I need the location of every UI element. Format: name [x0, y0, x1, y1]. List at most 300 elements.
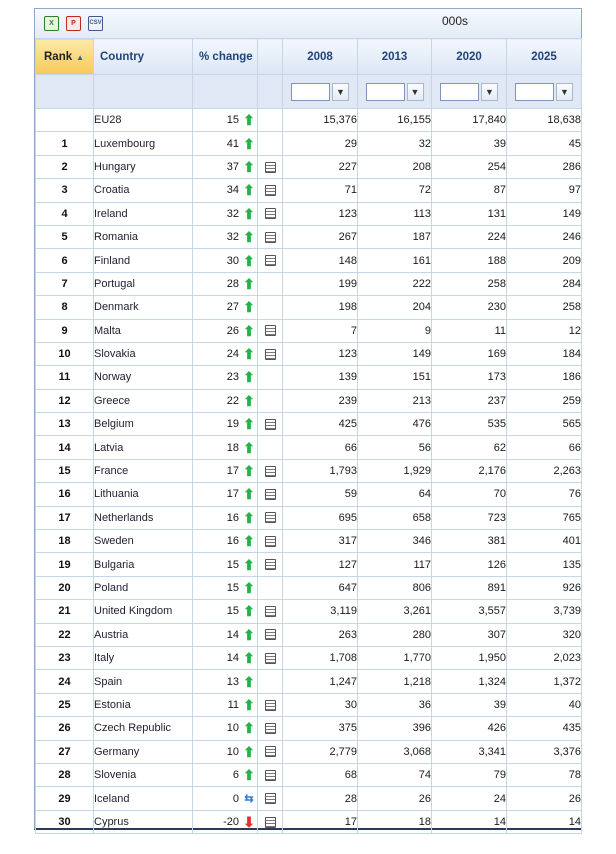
country-cell: Czech Republic [94, 717, 193, 740]
value-cell-2008: 227 [283, 155, 358, 178]
document-note-icon[interactable] [265, 185, 276, 196]
country-cell: EU28 [94, 109, 193, 132]
column-header-country[interactable]: Country [94, 39, 193, 75]
note-cell [258, 693, 283, 716]
value-cell-2020: 381 [432, 530, 507, 553]
value-cell-2025: 258 [507, 296, 582, 319]
arrow-up-icon: ⬆ [243, 299, 255, 316]
value-cell-2020: 169 [432, 342, 507, 365]
pct-change-value: 10 [226, 722, 239, 735]
value-cell-2008: 263 [283, 623, 358, 646]
table-row[interactable] [36, 693, 582, 716]
value-cell-2025: 184 [507, 342, 582, 365]
document-note-icon[interactable] [265, 723, 276, 734]
value-cell-2025: 3,376 [507, 740, 582, 763]
pct-change-value: 16 [226, 535, 239, 548]
value-cell-2008: 123 [283, 342, 358, 365]
value-cell-2008: 15,376 [283, 109, 358, 132]
value-cell-2008: 28 [283, 787, 358, 810]
value-cell-2013: 56 [358, 436, 432, 459]
table-row[interactable] [36, 810, 582, 833]
pct-change-value: 14 [226, 652, 239, 665]
arrow-up-icon: ⬆ [243, 743, 255, 760]
column-header-2008[interactable]: 2008 [283, 39, 358, 75]
country-cell: Sweden [94, 530, 193, 553]
value-cell-2013: 117 [358, 553, 432, 576]
pct-change-value: 6 [232, 769, 239, 782]
note-cell [258, 553, 283, 576]
value-cell-2020: 188 [432, 249, 507, 272]
arrow-up-icon: ⬆ [243, 439, 255, 456]
country-cell: Malta [94, 319, 193, 342]
value-cell-2013: 658 [358, 506, 432, 529]
pct-change-cell [193, 530, 258, 553]
table-row[interactable] [36, 576, 582, 599]
filter-input-2020[interactable] [440, 83, 479, 101]
value-cell-2008: 317 [283, 530, 358, 553]
value-cell-2025: 2,023 [507, 646, 582, 669]
value-cell-2008: 695 [283, 506, 358, 529]
country-cell: Ireland [94, 202, 193, 225]
country-cell: Romania [94, 225, 193, 248]
value-cell-2008: 267 [283, 225, 358, 248]
note-cell [258, 506, 283, 529]
rank-cell: 27 [36, 740, 94, 763]
country-cell: Norway [94, 366, 193, 389]
rank-cell: 6 [36, 249, 94, 272]
value-cell-2020: 173 [432, 366, 507, 389]
value-cell-2025: 135 [507, 553, 582, 576]
note-cell [258, 623, 283, 646]
column-header-rank-label: Rank [44, 50, 73, 63]
note-cell [258, 225, 283, 248]
pct-change-value: 23 [226, 371, 239, 384]
arrow-up-icon: ⬆ [243, 509, 255, 526]
value-cell-2008: 239 [283, 389, 358, 412]
document-note-icon[interactable] [265, 629, 276, 640]
value-cell-2008: 30 [283, 693, 358, 716]
value-cell-2020: 24 [432, 787, 507, 810]
table-row[interactable] [36, 155, 582, 178]
pct-change-value: 15 [226, 605, 239, 618]
value-cell-2008: 29 [283, 132, 358, 155]
rank-cell: 5 [36, 225, 94, 248]
note-cell [258, 389, 283, 412]
document-note-icon[interactable] [265, 606, 276, 617]
value-cell-2020: 307 [432, 623, 507, 646]
document-note-icon[interactable] [265, 746, 276, 757]
note-cell [258, 436, 283, 459]
value-cell-2020: 891 [432, 576, 507, 599]
table-row[interactable] [36, 646, 582, 669]
rank-cell: 18 [36, 530, 94, 553]
pct-change-cell [193, 413, 258, 436]
pct-change-value: 30 [226, 254, 239, 267]
note-cell [258, 366, 283, 389]
note-cell [258, 296, 283, 319]
document-note-icon[interactable] [265, 162, 276, 173]
filter-funnel-icon[interactable]: ▼ [407, 83, 424, 101]
note-cell [258, 202, 283, 225]
value-cell-2013: 16,155 [358, 109, 432, 132]
rank-cell: 4 [36, 202, 94, 225]
value-cell-2020: 87 [432, 179, 507, 202]
value-cell-2020: 39 [432, 693, 507, 716]
note-cell [258, 670, 283, 693]
value-cell-2020: 230 [432, 296, 507, 319]
value-cell-2020: 17,840 [432, 109, 507, 132]
column-header-pct-change[interactable]: % change [193, 39, 258, 75]
country-cell: Bulgaria [94, 553, 193, 576]
rank-cell: 9 [36, 319, 94, 342]
rank-cell: 16 [36, 483, 94, 506]
document-note-icon[interactable] [265, 817, 276, 828]
note-cell [258, 109, 283, 132]
rank-cell: 2 [36, 155, 94, 178]
pct-change-cell [193, 787, 258, 810]
value-cell-2008: 2,779 [283, 740, 358, 763]
pct-change-cell [193, 296, 258, 319]
pct-change-cell [193, 202, 258, 225]
document-note-icon[interactable] [265, 349, 276, 360]
pct-change-value: 24 [226, 348, 239, 361]
value-cell-2020: 70 [432, 483, 507, 506]
document-note-icon[interactable] [265, 512, 276, 523]
filter-input-2025[interactable] [515, 83, 554, 101]
rank-cell: 11 [36, 366, 94, 389]
pct-change-value: 26 [226, 324, 239, 337]
value-cell-2008: 68 [283, 763, 358, 786]
arrow-up-icon: ⬆ [243, 486, 255, 503]
value-cell-2008: 1,708 [283, 646, 358, 669]
rank-cell: 29 [36, 787, 94, 810]
value-cell-2013: 806 [358, 576, 432, 599]
pct-change-cell [193, 319, 258, 342]
value-cell-2013: 113 [358, 202, 432, 225]
value-cell-2008: 127 [283, 553, 358, 576]
rank-cell: 26 [36, 717, 94, 740]
arrow-up-icon: ⬆ [243, 205, 255, 222]
country-cell: Finland [94, 249, 193, 272]
table-row[interactable] [36, 132, 582, 155]
pct-change-value: 15 [226, 582, 239, 594]
table-row[interactable] [36, 225, 582, 248]
arrow-up-icon: ⬆ [243, 650, 255, 667]
table-row[interactable] [36, 787, 582, 810]
value-cell-2013: 204 [358, 296, 432, 319]
pct-change-cell [193, 600, 258, 623]
country-cell: Germany [94, 740, 193, 763]
value-cell-2025: 286 [507, 155, 582, 178]
rank-cell: 1 [36, 132, 94, 155]
value-cell-2020: 79 [432, 763, 507, 786]
rank-cell: 23 [36, 646, 94, 669]
document-note-icon[interactable] [265, 419, 276, 430]
table-row[interactable] [36, 740, 582, 763]
units-label: 000s [442, 14, 469, 28]
export-csv-icon[interactable]: CSV [88, 16, 103, 31]
table-row[interactable] [36, 600, 582, 623]
arrow-up-icon: ⬆ [243, 720, 255, 737]
pct-change-value: 27 [226, 301, 239, 314]
column-header-2025[interactable]: 2025 [507, 39, 582, 75]
note-cell [258, 179, 283, 202]
value-cell-2013: 74 [358, 763, 432, 786]
pct-change-value: 41 [226, 137, 239, 150]
table-row[interactable] [36, 530, 582, 553]
table-row[interactable] [36, 366, 582, 389]
country-cell: Latvia [94, 436, 193, 459]
table-row[interactable] [36, 249, 582, 272]
document-note-icon[interactable] [265, 325, 276, 336]
country-cell: Lithuania [94, 483, 193, 506]
note-cell [258, 763, 283, 786]
note-cell [258, 319, 283, 342]
value-cell-2020: 224 [432, 225, 507, 248]
value-cell-2013: 213 [358, 389, 432, 412]
pct-change-cell [193, 436, 258, 459]
table-row[interactable] [36, 296, 582, 319]
pct-change-cell [193, 132, 258, 155]
sort-ascending-icon: ▲ [76, 52, 85, 62]
arrow-up-icon: ⬆ [243, 322, 255, 339]
rank-cell: 7 [36, 272, 94, 295]
value-cell-2013: 9 [358, 319, 432, 342]
export-pdf-icon[interactable]: P [66, 16, 81, 31]
rank-cell: 15 [36, 459, 94, 482]
pct-change-value: -20 [223, 815, 239, 828]
value-cell-2013: 1,218 [358, 670, 432, 693]
value-cell-2025: 76 [507, 483, 582, 506]
value-cell-2025: 45 [507, 132, 582, 155]
value-cell-2013: 1,929 [358, 459, 432, 482]
pct-change-value: 37 [226, 160, 239, 173]
value-cell-2013: 208 [358, 155, 432, 178]
table-row[interactable] [36, 413, 582, 436]
data-grid-panel [34, 8, 582, 830]
note-cell [258, 413, 283, 436]
pct-change-cell [193, 576, 258, 599]
arrows-horizontal-icon: ⇆ [244, 792, 254, 805]
value-cell-2025: 926 [507, 576, 582, 599]
filter-input-2008[interactable] [291, 83, 330, 101]
filter-funnel-icon[interactable]: ▼ [556, 83, 573, 101]
filter-funnel-icon[interactable]: ▼ [332, 83, 349, 101]
table-row[interactable] [36, 670, 582, 693]
note-cell [258, 132, 283, 155]
arrow-up-icon: ⬆ [243, 346, 255, 363]
arrow-up-icon: ⬆ [243, 392, 255, 409]
column-header-2013[interactable]: 2013 [358, 39, 432, 75]
value-cell-2013: 72 [358, 179, 432, 202]
value-cell-2025: 40 [507, 693, 582, 716]
rank-cell: 24 [36, 670, 94, 693]
value-cell-2020: 254 [432, 155, 507, 178]
value-cell-2020: 723 [432, 506, 507, 529]
pct-change-value: 18 [226, 441, 239, 454]
value-cell-2013: 3,068 [358, 740, 432, 763]
value-cell-2013: 18 [358, 810, 432, 833]
country-cell: Denmark [94, 296, 193, 319]
value-cell-2025: 565 [507, 413, 582, 436]
pct-change-cell [193, 109, 258, 132]
column-header-rank[interactable] [36, 39, 94, 75]
arrow-up-icon: ⬆ [243, 767, 255, 784]
note-cell [258, 342, 283, 365]
value-cell-2008: 7 [283, 319, 358, 342]
table-row[interactable] [36, 319, 582, 342]
note-cell [258, 459, 283, 482]
rank-cell: 17 [36, 506, 94, 529]
pct-change-cell [193, 740, 258, 763]
value-cell-2025: 66 [507, 436, 582, 459]
value-cell-2025: 401 [507, 530, 582, 553]
document-note-icon[interactable] [265, 466, 276, 477]
table-row[interactable] [36, 179, 582, 202]
value-cell-2025: 3,739 [507, 600, 582, 623]
country-cell: Iceland [94, 787, 193, 810]
table-row[interactable] [36, 272, 582, 295]
filter-input-2013[interactable] [366, 83, 405, 101]
value-cell-2013: 161 [358, 249, 432, 272]
table-row[interactable] [36, 202, 582, 225]
document-note-icon[interactable] [265, 559, 276, 570]
arrow-up-icon: ⬆ [243, 626, 255, 643]
table-row[interactable] [36, 506, 582, 529]
table-row[interactable] [36, 342, 582, 365]
rank-cell: 10 [36, 342, 94, 365]
rank-cell: 22 [36, 623, 94, 646]
pct-change-cell [193, 483, 258, 506]
arrow-up-icon: ⬆ [243, 229, 255, 246]
pct-change-cell [193, 506, 258, 529]
value-cell-2025: 284 [507, 272, 582, 295]
value-cell-2020: 3,341 [432, 740, 507, 763]
value-cell-2020: 258 [432, 272, 507, 295]
pct-change-cell [193, 155, 258, 178]
pct-change-cell [193, 342, 258, 365]
pct-change-cell [193, 389, 258, 412]
pct-change-value: 34 [226, 184, 239, 197]
arrow-up-icon: ⬆ [243, 603, 255, 620]
table-row[interactable] [36, 389, 582, 412]
value-cell-2020: 237 [432, 389, 507, 412]
pct-change-value: 32 [226, 231, 239, 244]
rank-cell: 8 [36, 296, 94, 319]
pct-change-value: 15 [226, 558, 239, 571]
document-note-icon[interactable] [265, 793, 276, 804]
value-cell-2020: 1,324 [432, 670, 507, 693]
country-cell: Estonia [94, 693, 193, 716]
pct-change-cell [193, 179, 258, 202]
country-cell: France [94, 459, 193, 482]
rank-cell: 19 [36, 553, 94, 576]
column-header-2020[interactable]: 2020 [432, 39, 507, 75]
export-excel-icon[interactable]: X [44, 16, 59, 31]
document-note-icon[interactable] [265, 653, 276, 664]
value-cell-2020: 39 [432, 132, 507, 155]
value-cell-2020: 1,950 [432, 646, 507, 669]
value-cell-2020: 14 [432, 810, 507, 833]
note-cell [258, 483, 283, 506]
document-note-icon[interactable] [265, 489, 276, 500]
pct-change-cell [193, 459, 258, 482]
value-cell-2025: 2,263 [507, 459, 582, 482]
table-row[interactable] [36, 623, 582, 646]
rank-cell: 25 [36, 693, 94, 716]
document-note-icon[interactable] [265, 536, 276, 547]
country-cell: Hungary [94, 155, 193, 178]
document-note-icon[interactable] [265, 255, 276, 266]
table-row[interactable] [36, 436, 582, 459]
value-cell-2008: 198 [283, 296, 358, 319]
table-row[interactable] [36, 459, 582, 482]
value-cell-2008: 3,119 [283, 600, 358, 623]
value-cell-2025: 12 [507, 319, 582, 342]
arrow-up-icon: ⬆ [243, 580, 255, 596]
value-cell-2020: 426 [432, 717, 507, 740]
pct-change-cell [193, 693, 258, 716]
value-cell-2008: 123 [283, 202, 358, 225]
value-cell-2025: 14 [507, 810, 582, 833]
filter-row [36, 75, 582, 109]
rank-cell [36, 109, 94, 132]
table-row[interactable] [36, 763, 582, 786]
rank-cell: 28 [36, 763, 94, 786]
note-cell [258, 576, 283, 599]
note-cell [258, 249, 283, 272]
pct-change-value: 17 [226, 488, 239, 501]
value-cell-2013: 346 [358, 530, 432, 553]
table-row[interactable] [36, 553, 582, 576]
value-cell-2013: 280 [358, 623, 432, 646]
arrow-up-icon: ⬆ [243, 252, 255, 269]
value-cell-2020: 131 [432, 202, 507, 225]
document-note-icon[interactable] [265, 208, 276, 219]
value-cell-2013: 26 [358, 787, 432, 810]
pct-change-cell [193, 249, 258, 272]
value-cell-2013: 36 [358, 693, 432, 716]
table-row[interactable] [36, 109, 582, 132]
value-cell-2025: 435 [507, 717, 582, 740]
table-row[interactable] [36, 717, 582, 740]
arrow-up-icon: ⬆ [243, 556, 255, 573]
table-row[interactable] [36, 483, 582, 506]
country-cell: Italy [94, 646, 193, 669]
pct-change-cell [193, 553, 258, 576]
rank-cell: 13 [36, 413, 94, 436]
document-note-icon[interactable] [265, 770, 276, 781]
table-body [36, 109, 582, 834]
value-cell-2013: 396 [358, 717, 432, 740]
document-note-icon[interactable] [265, 232, 276, 243]
arrow-up-icon: ⬆ [243, 275, 255, 292]
filter-funnel-icon[interactable]: ▼ [481, 83, 498, 101]
note-cell [258, 155, 283, 178]
note-cell [258, 530, 283, 553]
value-cell-2013: 3,261 [358, 600, 432, 623]
pct-change-value: 16 [226, 511, 239, 524]
value-cell-2008: 425 [283, 413, 358, 436]
value-cell-2008: 647 [283, 576, 358, 599]
arrow-up-icon: ⬆ [243, 533, 255, 550]
pct-change-cell [193, 763, 258, 786]
document-note-icon[interactable] [265, 700, 276, 711]
value-cell-2025: 18,638 [507, 109, 582, 132]
value-cell-2008: 17 [283, 810, 358, 833]
value-cell-2025: 78 [507, 763, 582, 786]
pct-change-cell [193, 717, 258, 740]
